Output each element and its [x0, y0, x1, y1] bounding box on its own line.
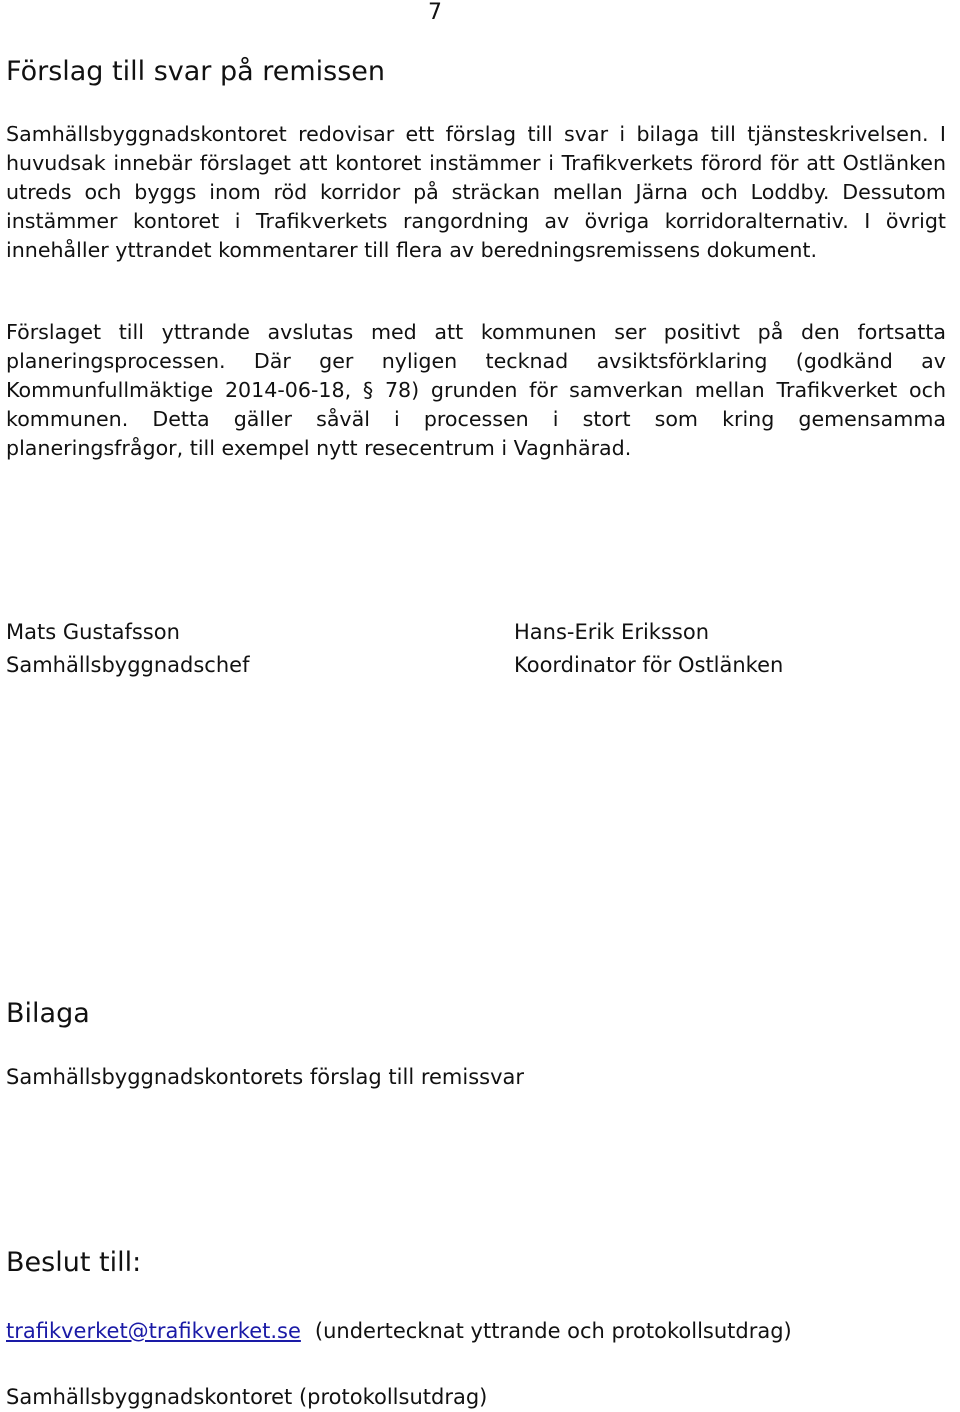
recipient-row-2: Samhällsbyggnadskontoret (protokollsutdrag) — [6, 1385, 488, 1409]
bilaga-item: Samhällsbyggnadskontorets förslag till remissvar — [6, 1065, 525, 1089]
section-title: Förslag till svar på remissen — [6, 56, 386, 87]
body-paragraph-1: Samhällsbyggnadskontoret redovisar ett förslag till svar i bilaga till tjänsteskrivelsen. I huvudsak innebär förslaget att kontoret instämmer i Trafikverkets förord för att Ostlänken utreds och byggs inom röd korridor på sträckan mellan Järna och Loddby. Dessutom instämmer kontoret i Trafikverkets rangordning av övriga korridoralternativ. I övrigt innehåller yttrandet kommentarer till flera av beredningsremissens dokument. — [6, 122, 946, 262]
bilaga-heading: Bilaga — [6, 998, 90, 1029]
signatory-title: Samhällsbyggnadschef — [6, 653, 250, 677]
body-paragraph-2: Förslaget till yttrande avslutas med att kommunen ser positivt på den fortsatta planeringsprocessen. Där ger nyligen tecknad avsiktsförklaring (godkänd av Kommunfullmäktige 2014-06-18, § 78) grunden för samverkan mellan Trafikverket och kommunen. Detta gäller såväl i processen i stort som kring gemensamma planeringsfrågor, till exempel nytt resecentrum i Vagnhärad. — [6, 320, 946, 460]
signatory-name: Mats Gustafsson — [6, 620, 180, 644]
beslut-heading: Beslut till: — [6, 1247, 142, 1278]
recipient-row-1 — [6, 1317, 792, 1345]
signatory-title: Koordinator för Ostlänken — [514, 653, 784, 677]
page-number: 7 — [428, 0, 442, 25]
signature-block-right — [514, 616, 783, 682]
recipient-email-link[interactable]: trafikverket@trafikverket.se — [6, 1319, 301, 1343]
signature-block-left — [6, 616, 249, 682]
recipient-note: (undertecknat yttrande och protokollsutdrag) — [314, 1319, 792, 1343]
signatory-name: Hans-Erik Eriksson — [514, 620, 709, 644]
